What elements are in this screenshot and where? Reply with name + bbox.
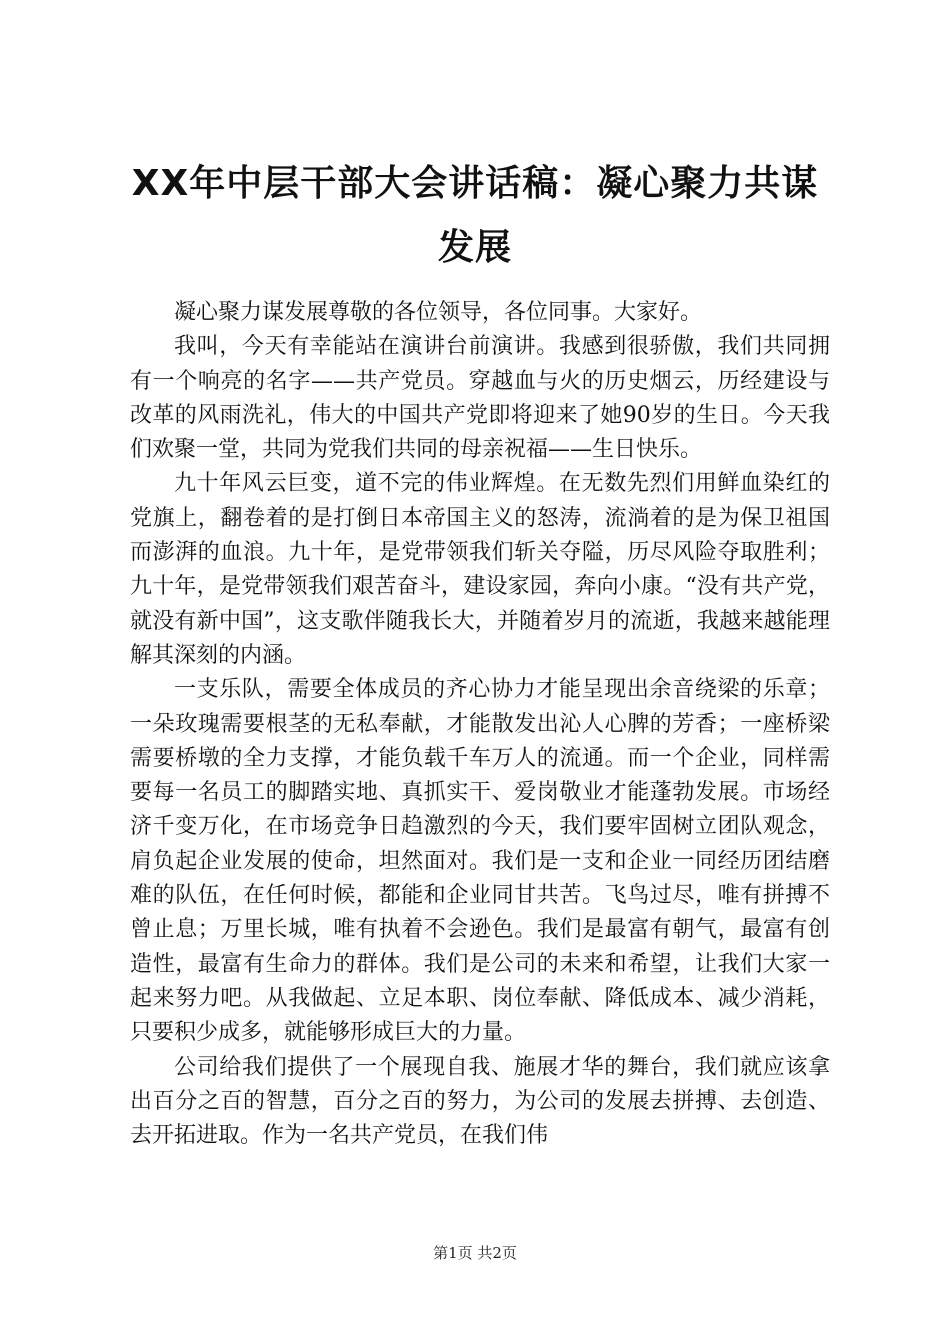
document-body — [130, 296, 830, 1153]
paragraph: 九十年风云巨变，道不完的伟业辉煌。在无数先烈们用鲜血染红的党旗上，翻卷着的是打倒日本帝国主义的怒涛，流淌着的是为保卫祖国而澎湃的血浪。九十年，是党带领我们斩关夺隘，历尽风险夺取胜利；九十年，是党带领我们艰苦奋斗，建设家园，奔向小康。“没有共产党，就没有新中国”，这支歌伴随我长大，并随着岁月的流逝，我越来越能理解其深刻的内涵。 — [130, 471, 830, 668]
paragraph: 我叫，今天有幸能站在演讲台前演讲。我感到很骄傲，我们共同拥有一个响亮的名字——共产党员。穿越血与火的历史烟云，历经建设与改革的风雨洗礼，伟大的中国共产党即将迎来了她90岁的生日。今天我们欢聚一堂，共同为党我们共同的母亲祝福——生日快乐。 — [130, 334, 830, 463]
document-title: XX年中层干部大会讲话稿：凝心聚力共谋发展 — [131, 163, 819, 268]
page-number-footer: 第1页 共2页 — [433, 1244, 517, 1262]
paragraph: 凝心聚力谋发展尊敬的各位领导，各位同事。大家好。 — [174, 300, 703, 325]
paragraph: 一支乐队，需要全体成员的齐心协力才能呈现出余音绕梁的乐章；一朵玫瑰需要根茎的无私奉献，才能散发出沁人心脾的芳香；一座桥梁需要桥墩的全力支撑，才能负载千车万人的流通。而一个企业，同样需要每一名员工的脚踏实地、真抓实干、爱岗敬业才能蓬勃发展。市场经济千变万化，在市场竞争日趋激烈的今天，我们要牢固树立团队观念，肩负起企业发展的使命，坦然面对。我们是一支和企业一同经历团结磨难的队伍，在任何时候，都能和企业同甘共苦。飞鸟过尽，唯有拼搏不曾止息；万里长城，唯有执着不会逊色。我们是最富有朝气，最富有创造性，最富有生命力的群体。我们是公司的未来和希望，让我们大家一起来努力吧。从我做起、立足本职、岗位奉献、降低成本、减少消耗，只要积少成多，就能够形成巨大的力量。 — [130, 677, 830, 1046]
paragraph: 公司给我们提供了一个展现自我、施展才华的舞台，我们就应该拿出百分之百的智慧，百分之百的努力，为公司的发展去拼搏、去创造、去开拓进取。作为一名共产党员，在我们伟 — [130, 1054, 830, 1149]
